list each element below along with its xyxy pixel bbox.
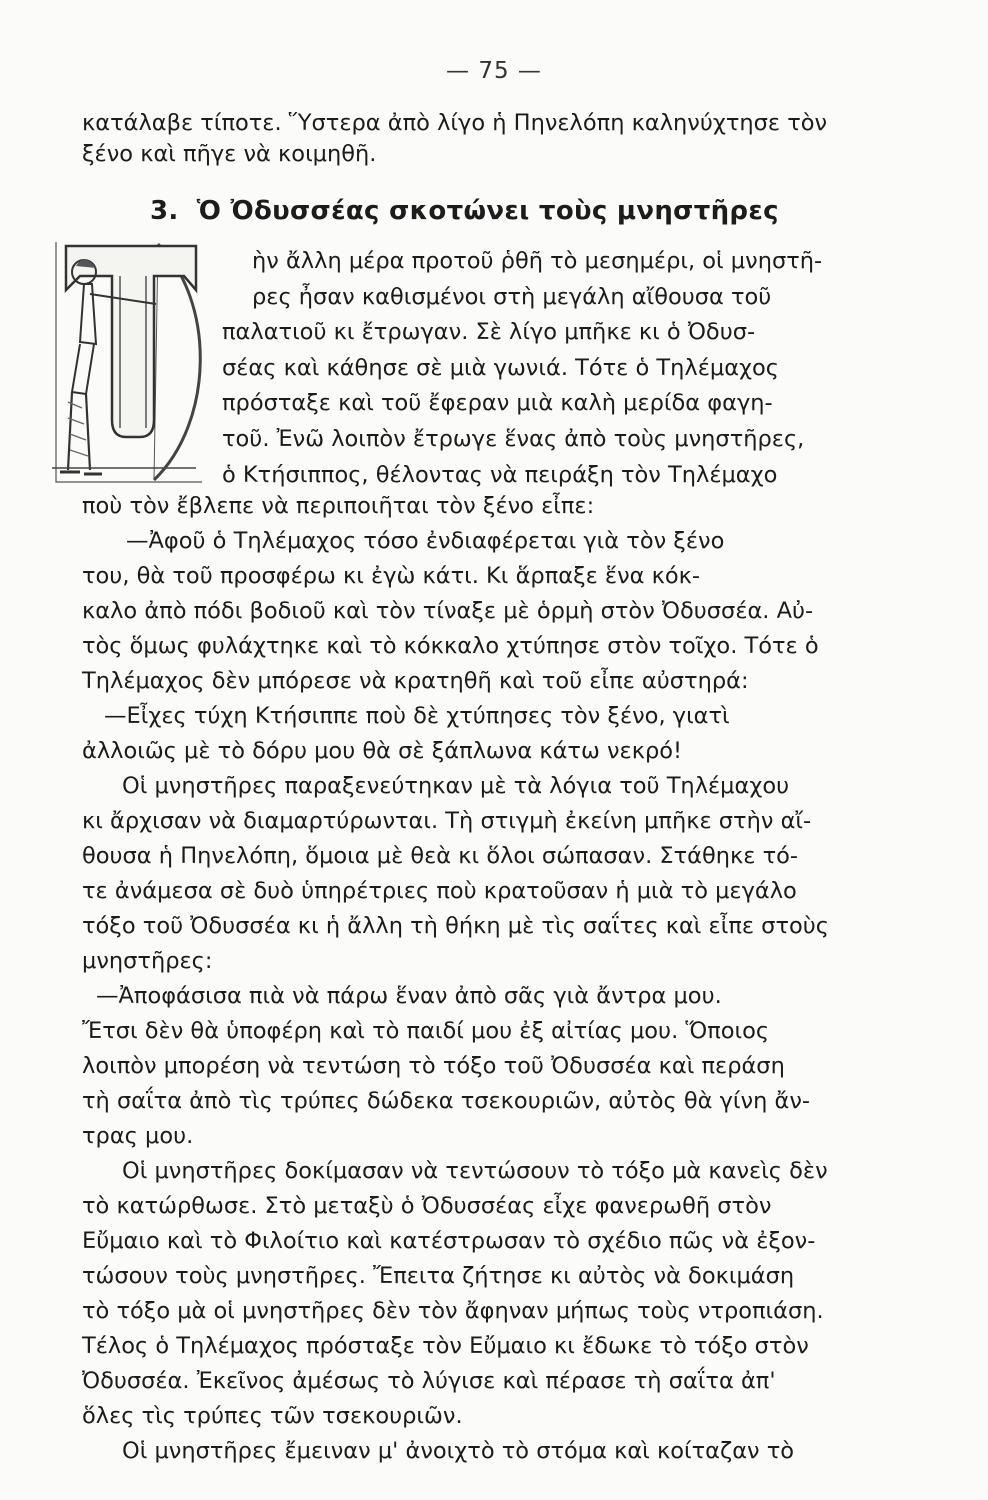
text-line: μνηστῆρες: xyxy=(82,948,213,974)
text-line: —Ἀφοῦ ὁ Τηλέμαχος τόσο ἐνδιαφέρεται γιὰ τὸν ξένο xyxy=(126,528,725,554)
text-line: τὸς ὅμως φυλάχτηκε καὶ τὸ κόκκαλο χτύπησε στὸν τοῖχο. Τότε ὁ xyxy=(82,633,819,659)
text-line: Οἱ μνηστῆρες δοκίμασαν νὰ τεντώσουν τὸ τόξο μὰ κανεὶς δὲν xyxy=(122,1158,828,1184)
text-line: τώσουν τοὺς μνηστῆρες. Ἔπειτα ζήτησε κι αὐτὸς νὰ δοκιμάση xyxy=(82,1263,795,1289)
text-line: ξένο καὶ πῆγε νὰ κοιμηθῆ. xyxy=(82,141,377,167)
chapter-number: 3. xyxy=(150,196,179,226)
text-line: τε ἀνάμεσα σὲ δυὸ ὑπηρέτριες ποὺ κρατοῦσαν ἡ μιὰ τὸ μεγάλο xyxy=(82,878,797,904)
text-line: τὸ τόξο μὰ οἱ μνηστῆρες δὲν τὸν ἄφηναν μήπως τοὺς ντροπιάση. xyxy=(82,1298,824,1324)
text-line: Τέλος ὁ Τηλέμαχος πρόσταξε τὸν Εὔμαιο κι ἔδωκε τὸ τόξο στὸν xyxy=(82,1333,809,1359)
chapter-heading xyxy=(150,196,779,226)
text-line: ὅλες τὶς τρύπες τῶν τσεκουριῶν. xyxy=(82,1403,463,1429)
text-line: τοῦ. Ἐνῶ λοιπὸν ἔτρωγε ἕνας ἀπὸ τοὺς μνηστῆρες, xyxy=(222,426,805,452)
text-line: Εὔμαιο καὶ τὸ Φιλοίτιο καὶ κατέστρωσαν τὸ σχέδιο πῶς νὰ ἐξον- xyxy=(82,1228,816,1254)
text-line: ρες ἦσαν καθισμένοι στὴ μεγάλη αἴθουσα τοῦ xyxy=(252,284,772,310)
text-line: παλατιοῦ κι ἔτρωγαν. Σὲ λίγο μπῆκε κι ὁ Ὀδυσ- xyxy=(222,319,756,345)
text-line: κατάλαβε τίποτε. Ὕστερα ἀπὸ λίγο ἡ Πηνελόπη καληνύχτησε τὸν xyxy=(82,110,828,136)
text-line: θουσα ἡ Πηνελόπη, ὅμοια μὲ θεὰ κι ὅλοι σώπασαν. Στάθηκε τό- xyxy=(82,843,799,869)
text-line: ποὺ τὸν ἔβλεπε νὰ περιποιῆται τὸν ξένο εἶπε: xyxy=(82,493,595,519)
text-line: Οἱ μνηστῆρες παραξενεύτηκαν μὲ τὰ λόγια τοῦ Τηλέμαχου xyxy=(122,773,790,799)
text-line: Τηλέμαχος δὲν μπόρεσε νὰ κρατηθῆ καὶ τοῦ εἶπε αὐστηρά: xyxy=(82,668,749,694)
archer-illustration xyxy=(46,232,208,488)
text-line: καλο ἀπὸ πόδι βοδιοῦ καὶ τὸν τίναξε μὲ ὁρμὴ στὸν Ὀδυσσέα. Αὐ- xyxy=(82,598,814,624)
chapter-title: Ὁ Ὀδυσσέας σκοτώνει τοὺς μνηστῆρες xyxy=(196,196,779,226)
illustrated-drop-cap xyxy=(46,232,208,488)
text-line: λοιπὸν μπορέση νὰ τεντώση τὸ τόξο τοῦ Ὀδυσσέα καὶ περάση xyxy=(82,1053,785,1079)
page-number: — 75 — xyxy=(446,58,542,84)
text-line: ἀλλοιῶς μὲ τὸ δόρυ μου θὰ σὲ ξάπλωνα κάτω νεκρό! xyxy=(82,738,683,764)
text-line: τόξο τοῦ Ὀδυσσέα κι ἡ ἄλλη τὴ θήκη μὲ τὶς σαΐτες καὶ εἶπε στοὺς xyxy=(82,913,829,939)
text-line: κι ἄρχισαν νὰ διαμαρτύρωνται. Τὴ στιγμὴ ἐκείνη μπῆκε στὴν αἴ- xyxy=(82,808,812,834)
text-line: —Ἀποφάσισα πιὰ νὰ πάρω ἕναν ἀπὸ σᾶς γιὰ ἄντρα μου. xyxy=(96,983,722,1009)
text-line: ὁ Κτήσιππος, θέλοντας νὰ πειράξη τὸν Τηλέμαχο xyxy=(222,462,778,488)
text-line: πρόσταξε καὶ τοῦ ἔφεραν μιὰ καλὴ μερίδα φαγη- xyxy=(222,390,773,416)
text-line: ὴν ἄλλη μέρα προτοῦ ῥθῆ τὸ μεσημέρι, οἱ μνηστῆ- xyxy=(252,248,823,274)
text-line: τὸ κατώρθωσε. Στὸ μεταξὺ ὁ Ὀδυσσέας εἶχε φανερωθῆ στὸν xyxy=(82,1193,772,1219)
text-line: του, θὰ τοῦ προσφέρω κι ἐγὼ κάτι. Κι ἅρπαξε ἕνα κόκ- xyxy=(82,563,701,589)
text-line: Ὀδυσσέα. Ἐκεῖνος ἀμέσως τὸ λύγισε καὶ πέρασε τὴ σαΐτα ἀπ' xyxy=(82,1368,776,1394)
text-line: τὴ σαΐτα ἀπὸ τὶς τρύπες δώδεκα τσεκουριῶν, αὐτὸς θὰ γίνη ἄν- xyxy=(82,1088,811,1114)
text-line: Ἔτσι δὲν θὰ ὑποφέρη καὶ τὸ παιδί μου ἐξ αἰτίας μου. Ὅποιος xyxy=(82,1018,770,1044)
text-line: τρας μου. xyxy=(82,1123,194,1149)
text-line: —Εἶχες τύχη Κτήσιππε ποὺ δὲ χτύπησες τὸν ξένο, γιατὶ xyxy=(104,703,730,729)
text-line: Οἱ μνηστῆρες ἔμειναν μ' ἀνοιχτὸ τὸ στόμα καὶ κοίταζαν τὸ xyxy=(122,1438,795,1464)
text-line: σέας καὶ κάθησε σὲ μιὰ γωνιά. Τότε ὁ Τηλέμαχος xyxy=(222,355,780,381)
